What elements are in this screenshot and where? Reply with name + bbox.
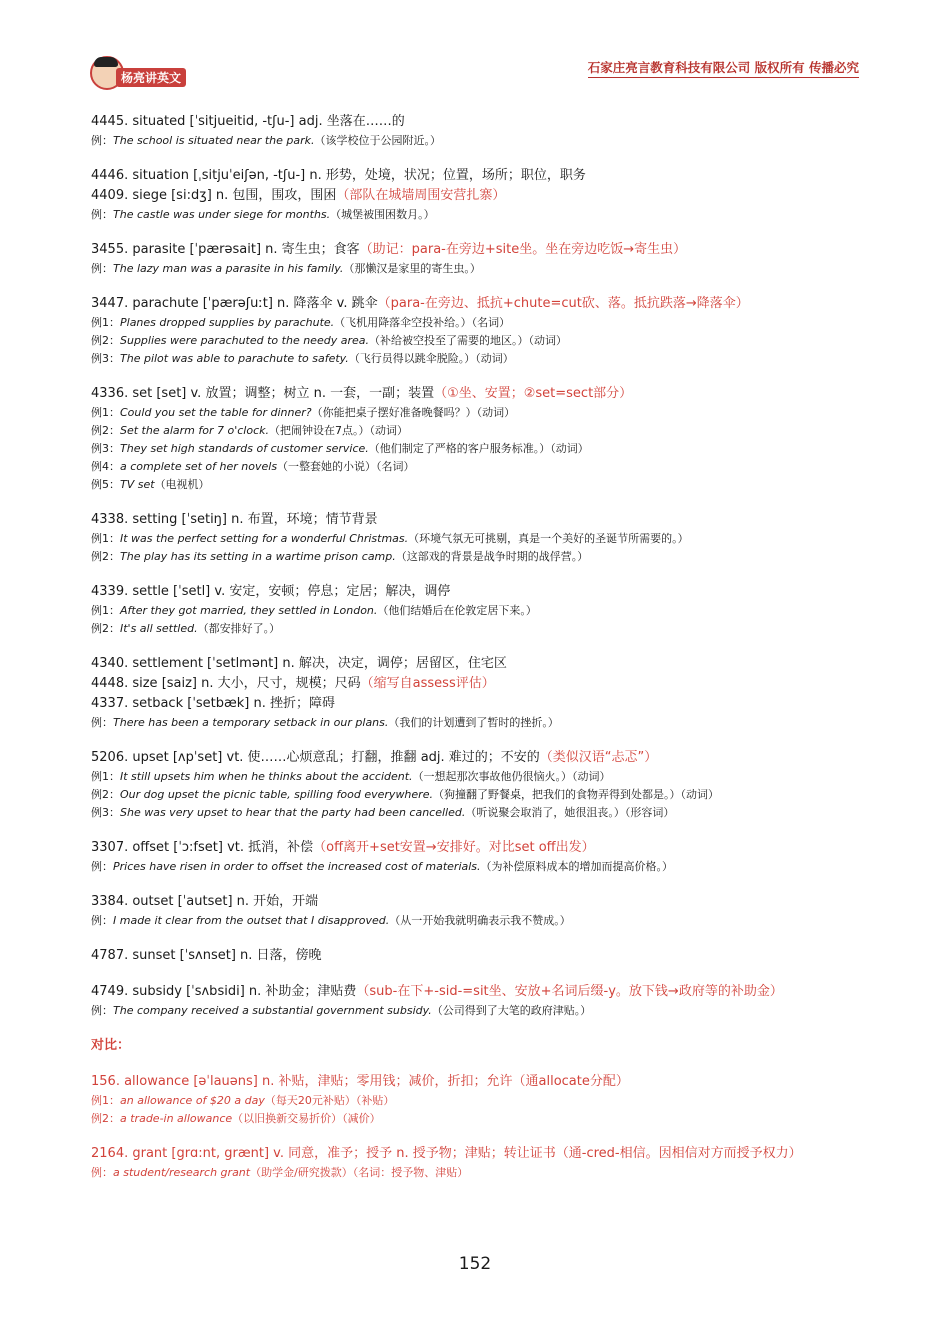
headword-definition: 4340. settlement [ˈsetlmənt] n. 解决，决定，调停；居留区，住宅区 <box>91 656 507 671</box>
example-line <box>91 620 866 638</box>
vocab-entry <box>91 166 866 224</box>
headword-definition: 3455. parasite [ˈpærəsait] n. 寄生虫；食客 <box>91 242 360 257</box>
entry-headword-line <box>91 294 866 314</box>
example-translation: （这部戏的背景是战争时期的战俘营。） <box>395 550 589 563</box>
mnemonic-note: （缩写自assess评估） <box>360 676 495 691</box>
mnemonic-note: （para-在旁边、抵抗+chute=cut砍、落。抵抗跌落→降落伞） <box>377 296 749 311</box>
example-translation: （为补偿原料成本的增加而提高价格。） <box>480 860 674 873</box>
example-label: 例1： <box>91 532 120 545</box>
example-translation: （那懒汉是家里的寄生虫。） <box>343 262 481 275</box>
example-english: It was the perfect setting for a wonderful Christmas. <box>120 532 409 545</box>
headword-definition: 4338. setting [ˈsetiŋ] n. 布置，环境；情节背景 <box>91 512 378 527</box>
entry-headword-line <box>91 892 866 912</box>
mnemonic-note: （①坐、安置；②set=sect部分） <box>434 386 633 401</box>
example-label: 例： <box>91 716 113 729</box>
example-line <box>91 714 866 732</box>
example-line <box>91 1164 866 1182</box>
headword-definition: 4336. set [set] v. 放置；调整；树立 n. 一套，一副；装置 <box>91 386 435 401</box>
example-line <box>91 786 866 804</box>
example-label: 例： <box>91 134 113 147</box>
example-label: 例： <box>91 262 113 275</box>
example-translation: （补给被空投至了需要的地区。）（动词） <box>368 334 567 347</box>
headword-definition: 4448. size [saiz] n. 大小，尺寸，规模；尺码 <box>91 676 361 691</box>
example-translation: （助学金/研究拨款）（名词：授予物、津贴） <box>250 1166 469 1179</box>
page-header <box>0 0 950 100</box>
entry-headword-line <box>91 384 866 404</box>
entry-headword-line <box>91 838 866 858</box>
vocab-entry <box>91 112 866 150</box>
entry-headword-line <box>91 654 866 674</box>
example-line <box>91 602 866 620</box>
example-line <box>91 206 866 224</box>
example-line <box>91 404 866 422</box>
example-label: 例1： <box>91 1094 120 1107</box>
example-english: a trade-in allowance <box>120 1112 233 1125</box>
example-translation: （狗撞翻了野餐桌，把我们的食物弄得到处都是。）（动词） <box>432 788 719 801</box>
headword-definition: 3384. outset [ˈautset] n. 开始，开端 <box>91 894 319 909</box>
copyright-notice: 石家庄亮言教育科技有限公司 版权所有 传播必究 <box>588 58 859 78</box>
example-label: 例： <box>91 1166 113 1179</box>
logo-hair-shape <box>94 57 118 67</box>
example-line <box>91 530 866 548</box>
example-translation: （公司得到了大笔的政府津贴。） <box>431 1004 592 1017</box>
example-label: 例2： <box>91 788 120 801</box>
entry-headword-line <box>91 694 866 714</box>
example-label: 例3： <box>91 442 120 455</box>
example-english: It's all settled. <box>120 622 198 635</box>
example-label: 例： <box>91 1004 113 1017</box>
entry-headword-line <box>91 166 866 186</box>
compare-entry <box>91 1072 866 1128</box>
example-translation: （飞行员得以跳伞脱险。）（动词） <box>348 352 514 365</box>
example-label: 例： <box>91 208 113 221</box>
example-english: The lazy man was a parasite in his family. <box>113 262 344 275</box>
example-label: 例3： <box>91 806 120 819</box>
entry-headword-line <box>91 1072 866 1092</box>
example-line <box>91 476 866 494</box>
headword-definition: 4409. siege [si:dʒ] n. 包围，围攻，围困 <box>91 188 337 203</box>
example-line <box>91 804 866 822</box>
vocab-entry <box>91 946 866 966</box>
page-number: 152 <box>458 1254 492 1274</box>
example-translation: （该学校位于公园附近。） <box>314 134 442 147</box>
example-english: The play has its setting in a wartime prison camp. <box>120 550 396 563</box>
example-line <box>91 422 866 440</box>
example-label: 例2： <box>91 1112 120 1125</box>
example-label: 例1： <box>91 316 120 329</box>
headword-definition: 4339. settle [ˈsetl] v. 安定，安顿；停息；定居；解决，调停 <box>91 584 451 599</box>
entry-headword-line <box>91 946 866 966</box>
example-line <box>91 548 866 566</box>
vocab-entry <box>91 838 866 876</box>
example-line <box>91 260 866 278</box>
example-translation: （电视机） <box>154 478 210 491</box>
headword-definition: 4787. sunset [ˈsʌnset] n. 日落，傍晚 <box>91 948 322 963</box>
example-english: There has been a temporary setback in our plans. <box>113 716 389 729</box>
entry-headword-line <box>91 748 866 768</box>
example-translation: （听说聚会取消了，她很沮丧。）（形容词） <box>465 806 675 819</box>
example-english: TV set <box>120 478 155 491</box>
example-label: 例2： <box>91 550 120 563</box>
example-translation: （他们制定了严格的客户服务标准。）（动词） <box>368 442 589 455</box>
headword-definition: 4445. situated [ˈsitjueitid, -tʃu-] adj. 坐落在……的 <box>91 114 405 129</box>
example-english: The company received a substantial government subsidy. <box>113 1004 432 1017</box>
example-english: Supplies were parachuted to the needy area. <box>120 334 369 347</box>
example-line <box>91 1002 866 1020</box>
example-translation: （他们结婚后在伦敦定居下来。） <box>377 604 537 617</box>
example-translation: （都安排好了。） <box>197 622 281 635</box>
entry-headword-line <box>91 240 866 260</box>
example-english: a student/research grant <box>113 1166 251 1179</box>
example-translation: （环境气氛无可挑剔，真是一个美好的圣诞节所需要的。） <box>408 532 689 545</box>
example-label: 例2： <box>91 622 120 635</box>
vocabulary-list <box>91 112 866 1182</box>
logo-text: 杨亮讲英文 <box>116 68 186 87</box>
mnemonic-note: （类似汉语“忐忑”） <box>539 750 658 765</box>
entry-headword-line <box>91 982 866 1002</box>
example-english: After they got married, they settled in London. <box>120 604 378 617</box>
example-translation: （把闹钟设在7点。）（动词） <box>269 424 408 437</box>
entry-headword-line <box>91 510 866 530</box>
headword-definition: 156. allowance [əˈlauəns] n. 补贴，津贴；零用钱；减价，折扣；允许（通allocate分配） <box>91 1074 629 1089</box>
example-translation: （从一开始我就明确表示我不赞成。） <box>389 914 571 927</box>
vocab-entry <box>91 748 866 822</box>
example-english: an allowance of $20 a day <box>120 1094 265 1107</box>
example-english: Set the alarm for 7 o'clock. <box>120 424 269 437</box>
entry-headword-line <box>91 186 866 206</box>
example-translation: （你能把桌子摆好准备晚餐吗？）（动词） <box>311 406 516 419</box>
example-english: a complete set of her novels <box>120 460 278 473</box>
example-translation: （一想起那次事故他仍很恼火。）（动词） <box>412 770 611 783</box>
example-line <box>91 314 866 332</box>
mnemonic-note: （助记：para-在旁边+site坐。坐在旁边吃饭→寄生虫） <box>359 242 687 257</box>
vocab-entry <box>91 240 866 278</box>
example-english: Prices have risen in order to offset the increased cost of materials. <box>113 860 481 873</box>
example-english: The school is situated near the park. <box>113 134 315 147</box>
example-label: 例： <box>91 860 113 873</box>
example-label: 例5： <box>91 478 120 491</box>
headword-definition: 5206. upset [ʌpˈset] vt. 使……心烦意乱；打翻，推翻 adj. 难过的；不安的 <box>91 750 540 765</box>
example-label: 例1： <box>91 406 120 419</box>
vocab-entry <box>91 654 866 732</box>
example-english: It still upsets him when he thinks about the accident. <box>120 770 413 783</box>
example-english: She was very upset to hear that the party had been cancelled. <box>120 806 466 819</box>
compare-section-title: 对比： <box>91 1038 131 1053</box>
headword-definition: 4749. subsidy [ˈsʌbsidi] n. 补助金；津贴费 <box>91 984 357 999</box>
example-line <box>91 1092 866 1110</box>
example-translation: （一整套她的小说）（名词） <box>277 460 415 473</box>
vocab-entry <box>91 582 866 638</box>
headword-definition: 3307. offset [ˈɔ:fset] vt. 抵消，补偿 <box>91 840 314 855</box>
example-label: 例1： <box>91 770 120 783</box>
example-label: 例2： <box>91 334 120 347</box>
example-line <box>91 132 866 150</box>
mnemonic-note: （部队在城墙周围安营扎寨） <box>336 188 506 203</box>
example-line <box>91 1110 866 1128</box>
vocab-entry <box>91 384 866 494</box>
entry-headword-line <box>91 1144 866 1164</box>
entry-headword-line <box>91 674 866 694</box>
example-label: 例2： <box>91 424 120 437</box>
example-label: 例： <box>91 914 113 927</box>
example-line <box>91 440 866 458</box>
vocab-entry <box>91 294 866 368</box>
example-english: Could you set the table for dinner? <box>120 406 312 419</box>
compare-entry <box>91 1144 866 1182</box>
example-english: Our dog upset the picnic table, spilling food everywhere. <box>120 788 433 801</box>
entry-headword-line <box>91 112 866 132</box>
example-english: I made it clear from the outset that I disapproved. <box>113 914 390 927</box>
example-label: 例3： <box>91 352 120 365</box>
headword-definition: 2164. grant [grɑ:nt, grænt] v. 同意，准予；授予 n. 授予物；津贴；转让证书（通-cred-相信。因相信对方而授予权力） <box>91 1146 802 1161</box>
brand-logo <box>88 54 188 94</box>
example-translation: （以旧换新交易折价）（减价） <box>232 1112 381 1125</box>
example-line <box>91 768 866 786</box>
example-english: Planes dropped supplies by parachute. <box>120 316 335 329</box>
example-line <box>91 858 866 876</box>
example-translation: （飞机用降落伞空投补给。）（名词） <box>334 316 511 329</box>
example-translation: （城堡被围困数月。） <box>330 208 435 221</box>
example-english: The castle was under siege for months. <box>113 208 331 221</box>
example-line <box>91 458 866 476</box>
mnemonic-note: （off离开+set安置→安排好。对比set off出发） <box>313 840 595 855</box>
mnemonic-note: （sub-在下+-sid-=sit坐、安放+名词后缀-y。放下钱→政府等的补助金） <box>356 984 783 999</box>
vocab-entry <box>91 510 866 566</box>
headword-definition: 4337. setback [ˈsetbæk] n. 挫折；障碍 <box>91 696 336 711</box>
entry-headword-line <box>91 582 866 602</box>
example-line <box>91 332 866 350</box>
example-english: The pilot was able to parachute to safety. <box>120 352 349 365</box>
vocab-entry <box>91 982 866 1020</box>
example-line <box>91 912 866 930</box>
example-english: They set high standards of customer service. <box>120 442 369 455</box>
vocab-entry <box>91 892 866 930</box>
headword-definition: 3447. parachute [ˈpærəʃuːt] n. 降落伞 v. 跳伞 <box>91 296 378 311</box>
example-line <box>91 350 866 368</box>
example-translation: （我们的计划遭到了暂时的挫折。） <box>388 716 559 729</box>
example-label: 例4： <box>91 460 120 473</box>
example-label: 例1： <box>91 604 120 617</box>
example-translation: （每天20元补贴）（补贴） <box>264 1094 395 1107</box>
headword-definition: 4446. situation [ˌsitjuˈeiʃən, -tʃu-] n. 形势，处境，状况；位置，场所；职位，职务 <box>91 168 586 183</box>
